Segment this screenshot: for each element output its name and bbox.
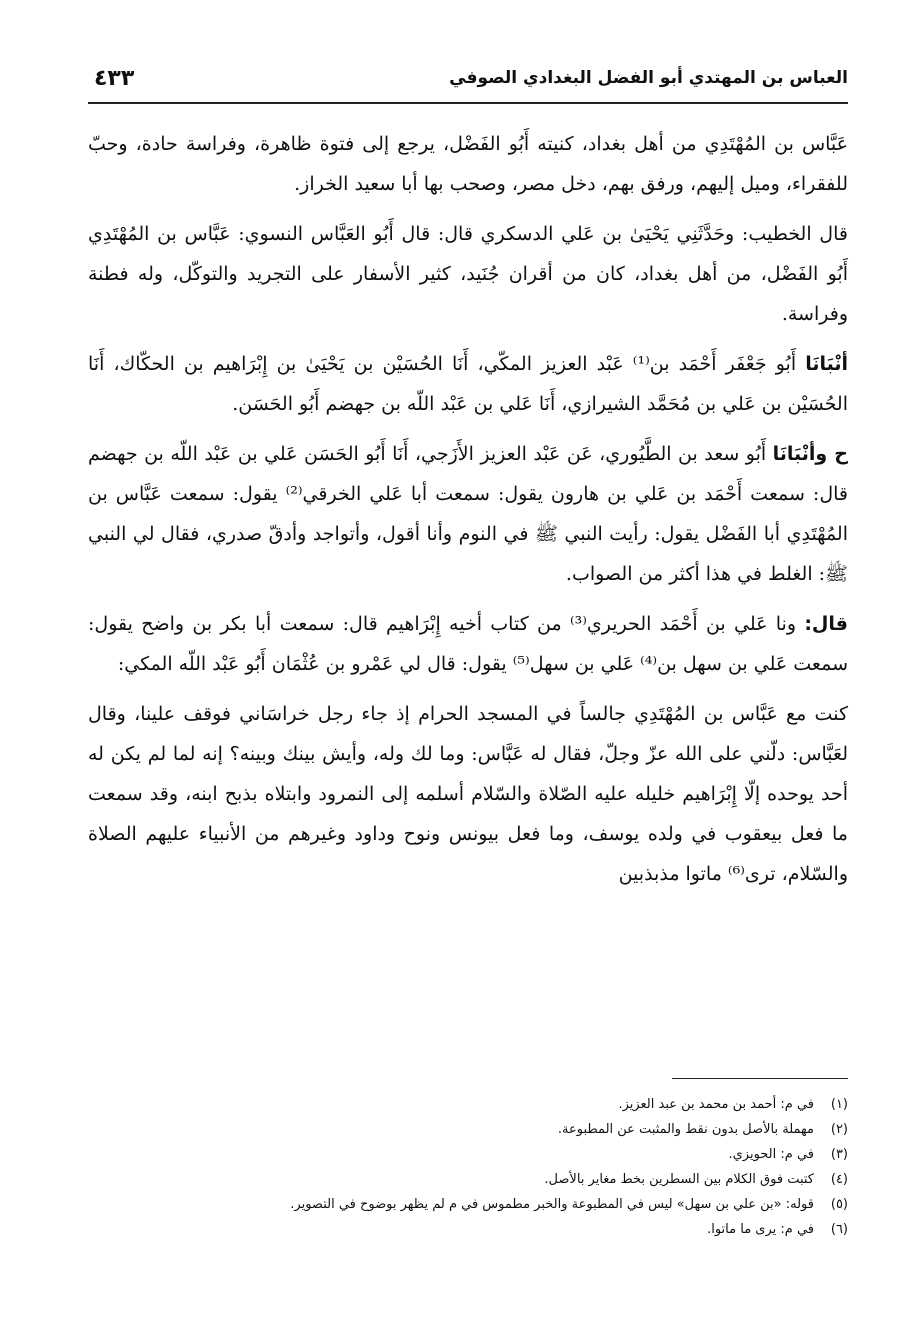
footnotes xyxy=(88,1092,848,1242)
footnote: (٤) كتبت فوق الكلام بين السطرين بخط مغاير بالأصل. xyxy=(544,1172,848,1187)
footnote: (٦) في م: يرى ما ماتوا. xyxy=(707,1222,848,1237)
running-title: العباس بن المهتدي أبو الفضل البغدادي الصوفي xyxy=(449,68,848,88)
footnote: (١) في م: أحمد بن محمد بن عبد العزيز. xyxy=(618,1097,848,1112)
paragraph: قال الخطيب: وحَدَّثَنِي يَحْيَىٰ بن عَلي الدسكري قال: قال أَبُو العَبَّاس النسوي: عَبَّاس بن المُهْتَدِي أَبُو الفَضْل، من أهل بغداد، كان من أقران جُنَيد، كثير الأسفار على التجريد والتوكّل، وله فطنة وفراسة. xyxy=(88,223,848,325)
main-text xyxy=(88,124,848,904)
page-number: ٤٣٣ xyxy=(94,66,135,91)
paragraph: قال: ونا عَلي بن أَحْمَد الحريري⁽³⁾ من كتاب أخيه إِبْرَاهيم قال: سمعت أبا بكر بن واضح يقول: سمعت عَلي بن سهل بن⁽⁴⁾ عَلي بن سهل⁽⁵⁾ يقول: قال لي عَمْرو بن عُثْمَان أَبُو عَبْد اللّه المكي: xyxy=(88,613,848,675)
footnote: (٢) مهملة بالأصل بدون نقط والمثبت عن المطبوعة. xyxy=(557,1122,848,1137)
footnote: (٥) قوله: «بن علي بن سهل» ليس في المطبوعة والخبر مطموس في م لم يظهر بوضوح في التصوير. xyxy=(290,1197,848,1212)
paragraph: عَبَّاس بن المُهْتَدِي من أهل بغداد، كنيته أَبُو الفَضْل، يرجع إلى فتوة ظاهرة، وفراسة حادة، وحبّ للفقراء، وميل إليهم، ورفق بهم، دخل مصر، وصحب بها أبا سعيد الخراز. xyxy=(88,133,848,195)
paragraph: كنت مع عَبَّاس بن المُهْتَدِي جالساً في المسجد الحرام إذ جاء رجل خراسَاني فوقف علينا، وقال لعَبَّاس: دلّني على الله عزّ وجلّ، فقال له عَبَّاس: وما لك وله، وأيش بينك وبينه؟ إنه لما لم يكن له أحد يوحده إلّا إِبْرَاهيم خليله عليه الصّلاة والسّلام أسلمه إلى النمرود وابتلاه بذبح ابنه، وقد سمعت ما فعل بيعقوب في ولده يوسف، وما فعل بيونس ونوح وداود وغيرهم من الأنبياء عليهم الصلاة والسّلام، ترى⁽⁶⁾ ماتوا مذبذبين xyxy=(88,703,848,885)
footnote: (٣) في م: الحويزي. xyxy=(728,1147,848,1162)
page-header xyxy=(88,62,848,104)
paragraph: أنْبَانَا أَبُو جَعْفَر أَحْمَد بن⁽¹⁾ عَبْد العزيز المكّي، أَنَا الحُسَيْن بن يَحْيَىٰ بن إِبْرَاهيم بن الحكّاك، أَنَا الحُسَيْن بن عَلي بن مُحَمَّد الشيرازي، أَنَا عَلي بن عَبْد اللّه بن جهضم أَبُو الحَسَن. xyxy=(88,353,849,415)
paragraph: ح وأنْبَانَا أَبُو سعد بن الطَّيُوري، عَن عَبْد العزيز الأَزَجي، أَنَا أَبُو الحَسَن عَلي بن عَبْد اللّه بن جهضم قال: سمعت أَحْمَد بن عَلي بن هارون يقول: سمعت أبا عَلي الخرقي⁽²⁾ يقول: سمعت عَبَّاس بن المُهْتَدِي أبا الفَضْل يقول: رأيت النبي ﷺ في النوم وأنا أقول، وأتواجد وأدقّ صدري، فقال لي النبي ﷺ: الغلط في هذا أكثر من الصواب. xyxy=(88,443,849,585)
footnote-separator xyxy=(672,1078,848,1079)
